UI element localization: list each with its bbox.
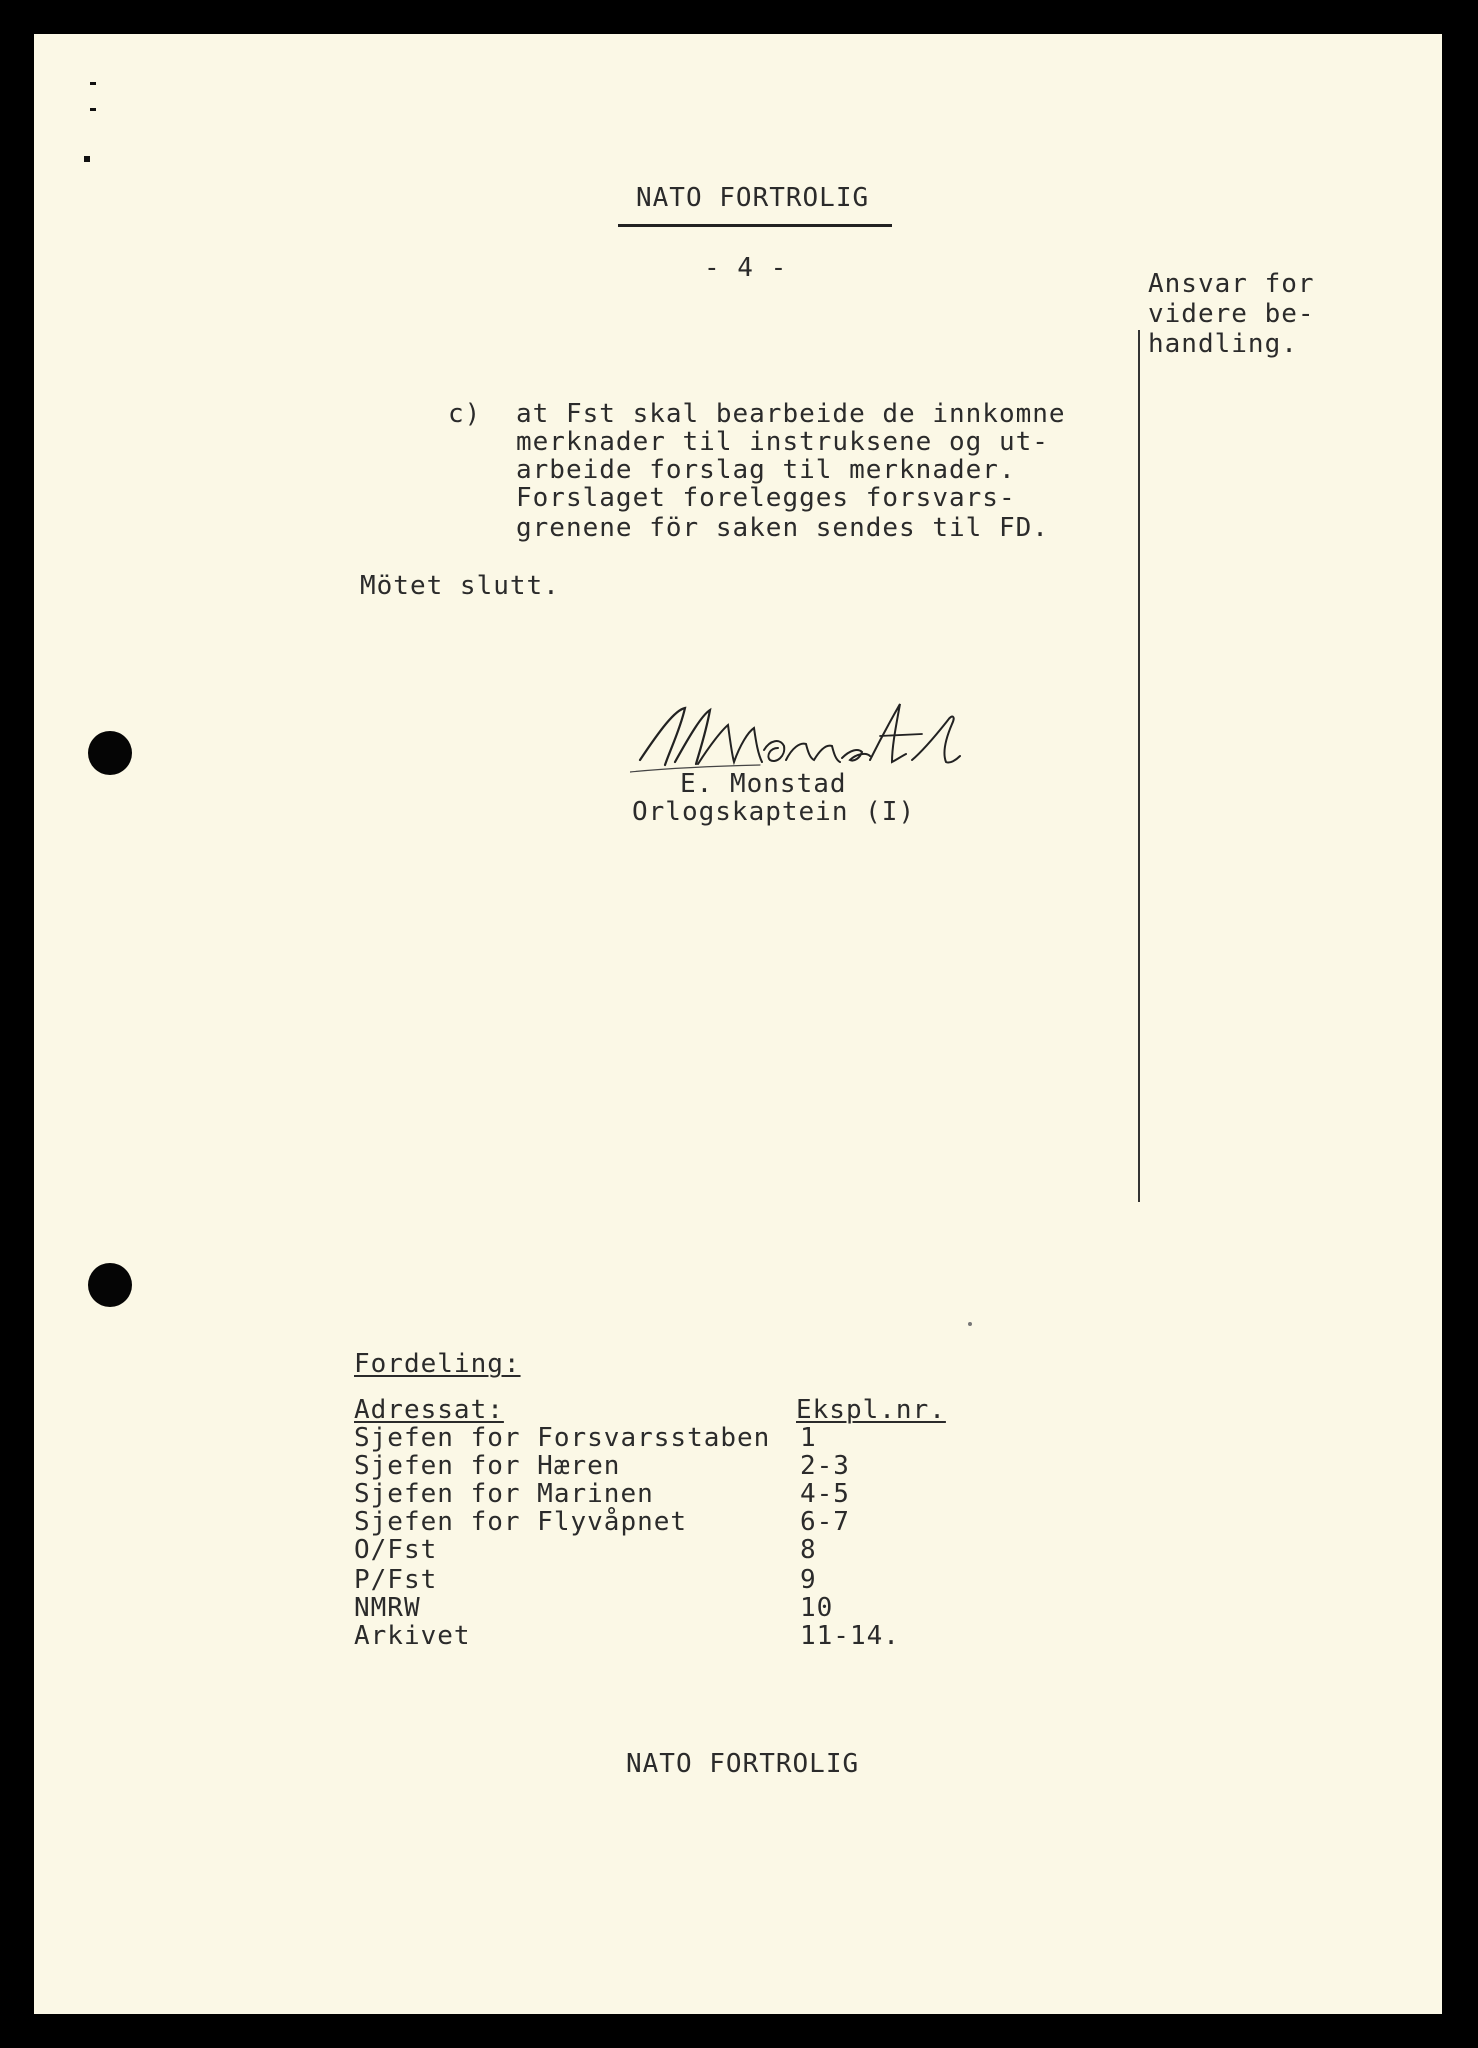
header-underline bbox=[618, 224, 892, 227]
punch-hole bbox=[88, 1263, 132, 1307]
distribution-addressee: NMRW bbox=[354, 1593, 421, 1623]
item-line: arbeide forslag til merknader. bbox=[516, 455, 1016, 485]
edge-mark bbox=[84, 156, 90, 162]
distribution-copies: 2-3 bbox=[800, 1451, 850, 1481]
distribution-addressee: Sjefen for Marinen bbox=[354, 1479, 654, 1509]
item-marker: c) bbox=[448, 399, 482, 429]
distribution-addressee: P/Fst bbox=[354, 1565, 438, 1595]
item-line: grenene för saken sendes til FD. bbox=[516, 513, 1049, 543]
column-header-addressee: Adressat: bbox=[354, 1395, 504, 1425]
distribution-addressee: Sjefen for Flyvåpnet bbox=[354, 1507, 688, 1537]
margin-note-line: Ansvar for bbox=[1148, 269, 1315, 299]
distribution-addressee: O/Fst bbox=[354, 1535, 438, 1565]
distribution-addressee: Sjefen for Hæren bbox=[354, 1451, 621, 1481]
paper-speck bbox=[968, 1322, 972, 1326]
margin-note-line: handling. bbox=[1148, 329, 1298, 359]
signatory-name: E. Monstad bbox=[680, 769, 847, 799]
distribution-copies: 4-5 bbox=[800, 1479, 850, 1509]
distribution-copies: 6-7 bbox=[800, 1507, 850, 1537]
header-classification: NATO FORTROLIG bbox=[636, 183, 870, 213]
page-number: - 4 - bbox=[704, 253, 788, 283]
edge-mark bbox=[90, 82, 96, 85]
distribution-addressee: Sjefen for Forsvarsstaben bbox=[354, 1423, 771, 1453]
distribution-copies: 9 bbox=[800, 1565, 817, 1595]
item-line: at Fst skal bearbeide de innkomne bbox=[516, 399, 1066, 429]
distribution-copies: 8 bbox=[800, 1535, 817, 1565]
punch-hole bbox=[88, 731, 132, 775]
edge-mark bbox=[90, 108, 96, 111]
signatory-title: Orlogskaptein (I) bbox=[632, 797, 916, 827]
distribution-copies: 10 bbox=[800, 1593, 834, 1623]
margin-rule bbox=[1138, 330, 1140, 1202]
footer-classification: NATO FORTROLIG bbox=[626, 1749, 860, 1779]
distribution-heading: Fordeling: bbox=[354, 1349, 521, 1379]
item-line: merknader til instruksene og ut- bbox=[516, 427, 1049, 457]
distribution-addressee: Arkivet bbox=[354, 1621, 471, 1651]
margin-note-line: videre be- bbox=[1148, 299, 1315, 329]
closing-text: Mötet slutt. bbox=[360, 571, 560, 601]
column-header-copies: Ekspl.nr. bbox=[796, 1395, 946, 1425]
distribution-copies: 1 bbox=[800, 1423, 817, 1453]
item-line: Forslaget forelegges forsvars- bbox=[516, 483, 1016, 513]
distribution-copies: 11-14. bbox=[800, 1621, 900, 1651]
